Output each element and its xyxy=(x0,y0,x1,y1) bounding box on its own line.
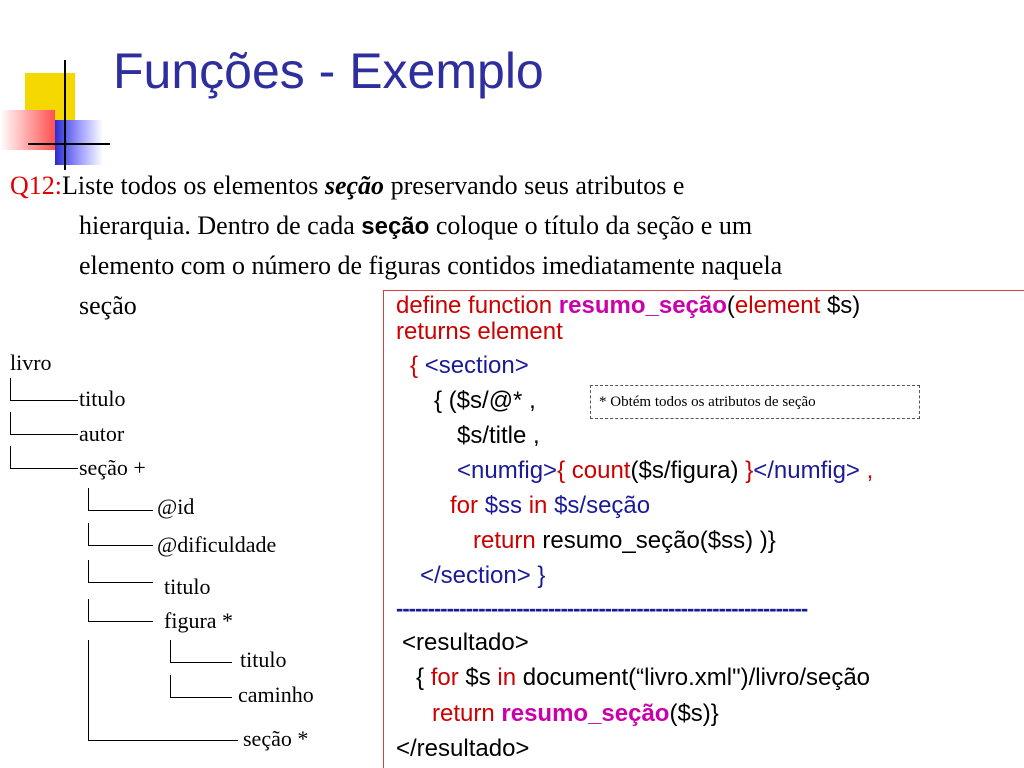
code-line-for xyxy=(450,491,650,521)
code-line-returns: returns element xyxy=(396,318,563,345)
question-line1-b: preservando seus atributos e xyxy=(384,171,685,200)
code-brace: } xyxy=(530,562,546,589)
code-brace: { xyxy=(410,352,425,379)
question-line2-b: coloque o título da seção e um xyxy=(429,211,753,240)
tree-connector xyxy=(88,640,89,740)
code-tag: </section> xyxy=(420,562,531,589)
tree-connector xyxy=(10,378,11,400)
code-line-resultado-open: <resultado> xyxy=(402,629,529,656)
code-keyword: element xyxy=(734,292,821,319)
code-line-resultado-close: </resultado> xyxy=(396,735,530,762)
tree-node-secao-titulo: titulo xyxy=(164,574,211,599)
code-keyword: define function xyxy=(396,292,559,319)
question-line2-a: hierarquia. Dentro de cada xyxy=(79,211,362,240)
code-line-section-open xyxy=(410,351,529,381)
code-tag: <numfig> xyxy=(457,457,558,484)
tree-connector xyxy=(88,510,153,511)
tree-connector xyxy=(10,434,78,435)
question-line1-a: Liste todos os elementos xyxy=(62,171,325,200)
code-keyword: for xyxy=(430,664,466,691)
code-keyword: return xyxy=(473,527,543,554)
code-text: $s) xyxy=(820,292,861,319)
code-keyword: in xyxy=(528,492,555,519)
tree-node-livro: livro xyxy=(10,350,52,375)
tree-connector xyxy=(170,675,171,697)
tree-node-id: @id xyxy=(157,494,195,519)
tree-connector xyxy=(88,621,153,622)
tree-connector xyxy=(170,697,232,698)
code-separator: ----------------------------------------------------------------- xyxy=(396,596,808,621)
code-var: $ss xyxy=(484,492,529,519)
tree-connector xyxy=(88,560,89,582)
code-brace: { xyxy=(416,664,431,691)
code-path: $s/seção xyxy=(554,492,651,519)
tree-node-autor: autor xyxy=(79,421,125,446)
code-line-return-call xyxy=(432,699,719,729)
tree-node-dificuldade: @dificuldade xyxy=(157,532,277,557)
tree-connector xyxy=(88,523,89,545)
slide-logo xyxy=(0,55,110,175)
tree-node-titulo: titulo xyxy=(79,386,126,411)
code-line-numfig xyxy=(457,456,873,486)
code-brace: } xyxy=(745,457,754,484)
code-var: $s xyxy=(465,664,498,691)
tree-connector xyxy=(10,468,78,469)
code-text: ( xyxy=(726,292,735,319)
tree-connector xyxy=(10,446,11,468)
question-line2-bold: seção xyxy=(361,213,430,240)
code-keyword: in xyxy=(497,664,523,691)
question-line3: elemento com o número de figuras contidos imediatamente naquela xyxy=(79,251,783,280)
code-function-name: resumo_seção xyxy=(558,292,727,319)
tree-connector xyxy=(88,488,89,510)
code-tag: </numfig> xyxy=(753,457,860,484)
code-brace: { xyxy=(557,457,572,484)
code-text: , xyxy=(859,457,874,484)
attributes-note: * Obtém todos os atributos de seção xyxy=(590,385,920,419)
tree-node-figura: figura * xyxy=(164,608,234,633)
question-line1-bold: seção xyxy=(324,171,385,200)
tree-connector xyxy=(88,545,153,546)
code-text: document(“livro.xml")/livro/seção xyxy=(522,664,871,691)
tree-connector xyxy=(88,599,89,621)
code-text: resumo_seção($ss) )} xyxy=(542,527,776,554)
tree-connector xyxy=(170,640,171,662)
code-function-name: resumo_seção xyxy=(501,700,670,727)
question-line4: seção xyxy=(79,291,137,320)
tree-connector xyxy=(10,412,11,434)
tree-node-subsecao: seção * xyxy=(243,726,309,751)
code-tag: <section> xyxy=(424,352,529,379)
tree-connector xyxy=(10,400,78,401)
tree-connector xyxy=(170,662,232,663)
code-line-return xyxy=(473,526,776,556)
code-keyword: for xyxy=(450,492,485,519)
code-line-query xyxy=(416,663,870,693)
tree-node-figura-titulo: titulo xyxy=(240,647,287,672)
code-text: ($s)} xyxy=(669,700,719,727)
code-line-section-close xyxy=(420,561,545,591)
code-line-attrs: { ($s/@* , xyxy=(434,387,536,414)
code-line-title: $s/title , xyxy=(457,422,540,449)
tree-connector xyxy=(88,740,238,741)
tree-node-caminho: caminho xyxy=(238,682,314,707)
question-label: Q12: xyxy=(10,171,62,200)
tree-node-secao: seção + xyxy=(79,455,146,480)
code-text: ($s/figura) xyxy=(630,457,746,484)
code-box xyxy=(383,290,1024,768)
code-keyword: count xyxy=(571,457,631,484)
slide-title: Funções - Exemplo xyxy=(113,43,544,99)
tree-connector xyxy=(88,582,153,583)
code-keyword: return xyxy=(432,700,502,727)
